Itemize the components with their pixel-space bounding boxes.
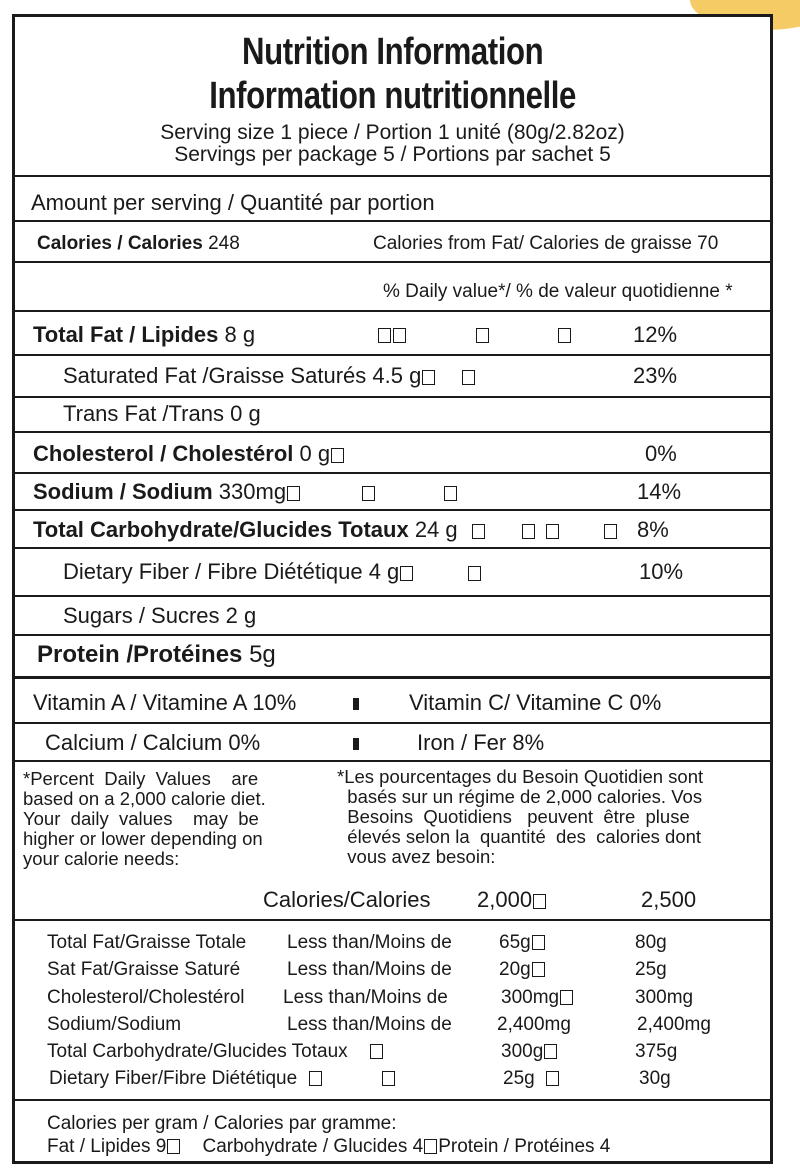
calories-per-gram-values <box>47 1136 610 1158</box>
ref-row-v2: 300mg <box>635 987 694 1008</box>
divider <box>15 310 770 312</box>
vitamin-a: Vitamin A / Vitamine A 10% <box>33 690 297 715</box>
ref-v1-text: 300mg <box>501 987 560 1008</box>
nutrient-label: Saturated Fat /Graisse Saturés <box>63 363 367 388</box>
nutrient-dietary-fiber <box>63 559 414 585</box>
col-2000-text: 2,000 <box>477 887 533 912</box>
divider <box>15 261 770 263</box>
nutrient-dv: 8% <box>637 517 669 542</box>
calories-value: 248 <box>208 233 240 254</box>
per-gram-fat: Fat / Lipides 9 <box>47 1136 167 1157</box>
nutrient-amount: 0 g <box>299 441 331 466</box>
nutrient-dv: 14% <box>637 479 682 504</box>
nutrient-label: Protein /Protéines <box>37 641 243 668</box>
nutrient-amount: 4.5 g <box>372 363 422 388</box>
ref-row-v2: 2,400mg <box>637 1014 711 1035</box>
per-gram-carb: Carbohydrate / Glucides 4 <box>202 1136 424 1157</box>
nutrient-amount: 0 g <box>230 401 261 426</box>
ref-row-v1 <box>501 987 574 1009</box>
nutrient-total-fat <box>33 322 255 348</box>
ref-row-name: Cholesterol/Cholestérol <box>47 987 245 1008</box>
reference-col-2500: 2,500 <box>641 887 697 912</box>
box-glyph <box>603 523 618 541</box>
per-gram-protein: Protein / Protéines 4 <box>438 1136 611 1157</box>
nutrient-sugars <box>63 603 256 629</box>
divider <box>15 396 770 398</box>
separator-square <box>353 735 359 753</box>
ref-row-v2: 30g <box>639 1068 671 1089</box>
ref-v1-text: 300g <box>501 1041 544 1062</box>
amount-per-serving: Amount per serving / Quantité par portion <box>31 190 435 215</box>
nutrient-label: Cholesterol / Cholestérol <box>33 441 294 466</box>
nutrient-label: Trans Fat /Trans <box>63 401 224 426</box>
ref-row-name: Sodium/Sodium <box>47 1014 182 1035</box>
nutrient-label: Total Carbohydrate/Glucides Totaux <box>33 517 409 542</box>
nutrient-saturated-fat <box>63 363 436 389</box>
divider <box>15 354 770 356</box>
title-english <box>15 31 770 74</box>
calories-label: Calories / Calories <box>37 233 203 254</box>
nutrient-dv: 12% <box>633 322 678 347</box>
title-english-text: Nutrition Information <box>241 31 544 73</box>
title-french <box>15 75 770 118</box>
divider <box>15 722 770 724</box>
ref-row-name: Total Fat/Graisse Totale <box>47 932 247 953</box>
nutrient-dv: 10% <box>639 559 684 584</box>
box-glyph <box>467 565 482 583</box>
ref-row-name <box>49 1068 396 1090</box>
box-glyphs <box>521 523 560 541</box>
nutrient-amount: 5g <box>249 641 276 668</box>
ref-v1-text: 25g <box>503 1068 535 1089</box>
ref-v1-text: 65g <box>499 932 531 953</box>
ref-row-v1 <box>499 959 546 981</box>
divider-thick <box>15 676 770 679</box>
calories-per-gram: Calories per gram / Calories par gramme: <box>47 1113 397 1134</box>
nutrient-trans-fat <box>63 401 261 427</box>
nutrient-label: Sugars / Sucres <box>63 603 220 628</box>
nutrient-label: Dietary Fiber / Fibre Diététique <box>63 559 363 584</box>
reference-col-2000 <box>477 887 547 913</box>
title-french-text: Information nutritionnelle <box>209 75 576 117</box>
ref-name-text: Dietary Fiber/Fibre Diététique <box>49 1068 298 1089</box>
box-glyph <box>475 327 490 345</box>
divider <box>15 634 770 636</box>
footnote-french: *Les pourcentages du Besoin Quotidien sont basés sur un régime de 2,000 calories. Vos Besoins Quotidiens peuvent être pluse élevés selon la quantité des calories dont vous avez besoin: <box>337 766 704 867</box>
ref-row-v1 <box>503 1068 560 1090</box>
box-glyph <box>557 327 572 345</box>
calcium: Calcium / Calcium 0% <box>45 730 261 755</box>
ref-v1-text: 20g <box>499 959 531 980</box>
ref-row-v2: 80g <box>635 932 667 953</box>
box-glyph <box>443 485 458 503</box>
divider <box>15 1099 770 1101</box>
nutrient-amount: 24 g <box>414 517 458 542</box>
calories-row <box>37 233 240 255</box>
nutrient-amount: 330mg <box>218 479 287 504</box>
nutrient-protein <box>37 641 276 669</box>
ref-row-cond: Less than/Moins de <box>283 987 448 1008</box>
ref-row-cond: Less than/Moins de <box>287 1014 452 1035</box>
reference-calories-label: Calories/Calories <box>263 887 431 912</box>
ref-row-name: Sat Fat/Graisse Saturé <box>47 959 241 980</box>
divider <box>15 509 770 511</box>
nutrient-amount: 2 g <box>225 603 257 628</box>
box-glyph <box>361 485 376 503</box>
divider <box>15 431 770 433</box>
divider <box>15 547 770 549</box>
separator-square <box>353 695 359 713</box>
box-glyph <box>471 523 486 541</box>
nutrient-carbohydrate <box>33 517 458 543</box>
divider <box>15 220 770 222</box>
box-glyph <box>461 369 476 387</box>
nutrient-sodium <box>33 479 301 505</box>
iron: Iron / Fer 8% <box>417 730 545 755</box>
divider <box>15 472 770 474</box>
divider <box>15 919 770 921</box>
divider <box>15 175 770 177</box>
vitamin-c: Vitamin C/ Vitamine C 0% <box>409 690 662 715</box>
servings-per-package: Servings per package 5 / Portions par sachet 5 <box>174 143 611 166</box>
footnote-english: *Percent Daily Values are based on a 2,000 calorie diet. Your daily values may be higher or lower depending on your calorie needs: <box>23 768 266 869</box>
daily-value-header: % Daily value*/ % de valeur quotidienne * <box>383 281 733 302</box>
box-glyphs <box>377 327 407 345</box>
ref-row-cond: Less than/Moins de <box>287 959 452 980</box>
nutrient-label: Sodium / Sodium <box>33 479 213 504</box>
nutrient-cholesterol <box>33 441 345 467</box>
ref-row-v1: 2,400mg <box>497 1014 571 1035</box>
nutrient-dv: 23% <box>633 363 678 388</box>
nutrient-amount: 8 g <box>224 322 256 347</box>
nutrient-label: Total Fat / Lipides <box>33 322 219 347</box>
ref-row-v2: 25g <box>635 959 667 980</box>
nutrient-dv: 0% <box>645 441 677 466</box>
ref-row-v2: 375g <box>635 1041 678 1062</box>
ref-row-v1 <box>501 1041 558 1063</box>
serving-size: Serving size 1 piece / Portion 1 unité (80g/2.82oz) <box>160 121 625 144</box>
divider <box>15 595 770 597</box>
ref-name-text: Total Carbohydrate/Glucides Totaux <box>47 1041 348 1062</box>
calories-from-fat: Calories from Fat/ Calories de graisse 70 <box>373 233 719 254</box>
nutrient-amount: 4 g <box>368 559 400 584</box>
ref-row-v1 <box>499 932 546 954</box>
ref-row-name <box>47 1041 384 1063</box>
ref-row-cond: Less than/Moins de <box>287 932 452 953</box>
divider <box>15 760 770 762</box>
nutrition-label <box>12 14 773 1164</box>
